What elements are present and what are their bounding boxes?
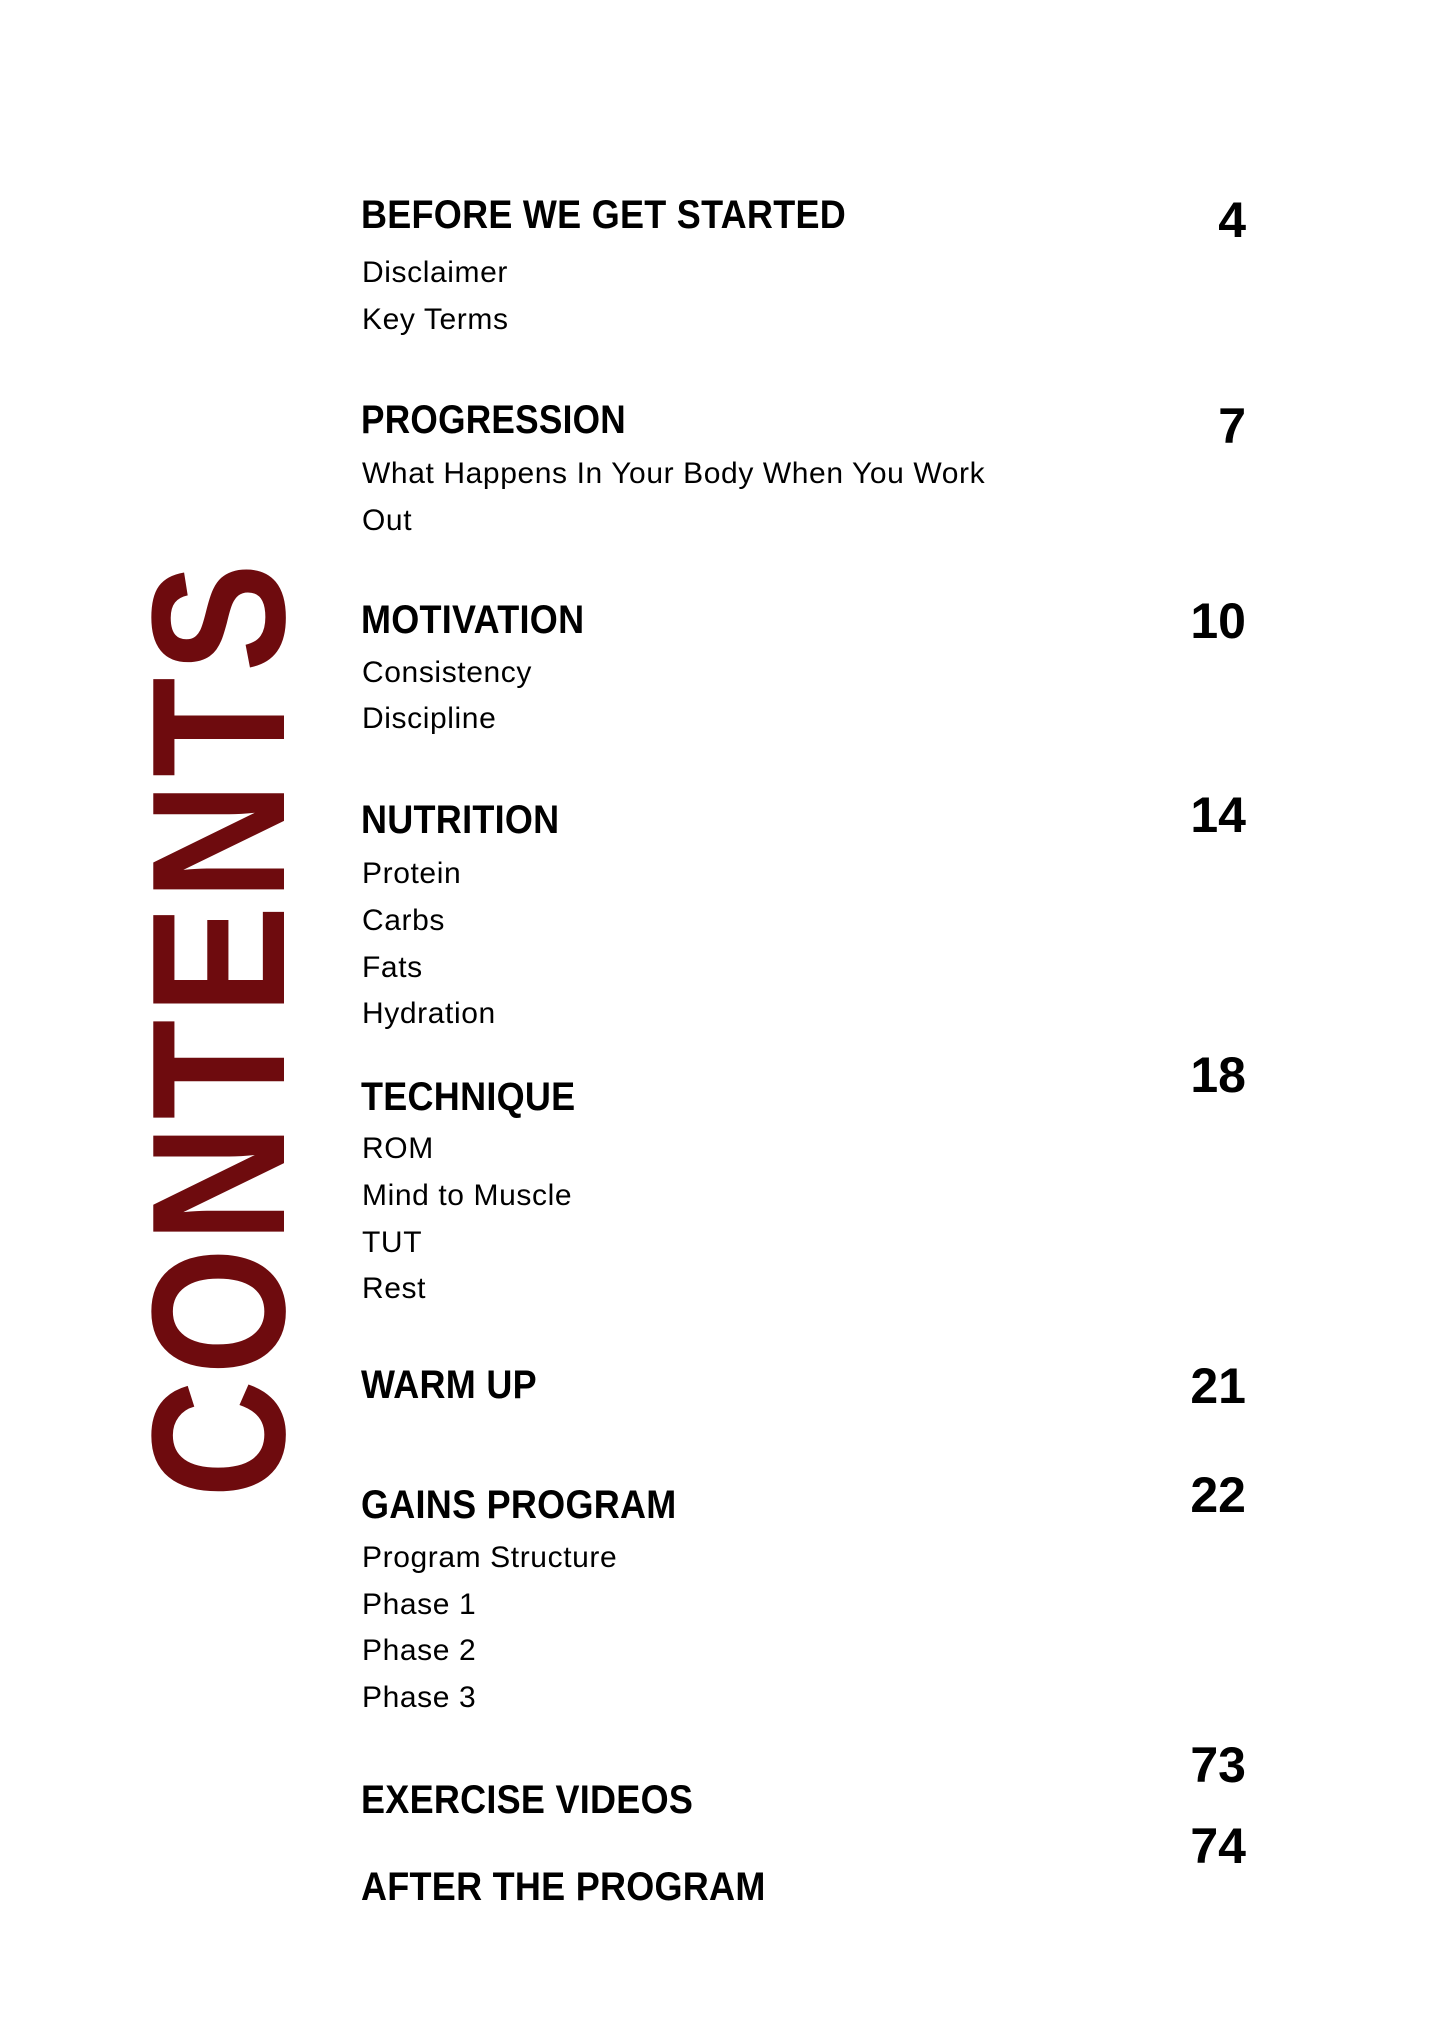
- toc-subitem-protein[interactable]: Protein: [362, 857, 462, 890]
- toc-page-number[interactable]: 4: [1218, 192, 1246, 248]
- contents-title: [113, 482, 325, 1575]
- toc-heading-progression[interactable]: PROGRESSION: [361, 398, 627, 442]
- toc-page-number[interactable]: 21: [1190, 1358, 1246, 1414]
- toc-subitem-out[interactable]: Out: [362, 504, 413, 537]
- toc-subitem-mind-to-muscle[interactable]: Mind to Muscle: [362, 1179, 573, 1212]
- toc-subitem-tut[interactable]: TUT: [362, 1226, 423, 1259]
- contents-title-text: CONTENTS: [113, 558, 325, 1498]
- toc-page-number[interactable]: 14: [1190, 787, 1246, 843]
- toc-page-number[interactable]: 7: [1218, 398, 1246, 454]
- toc-subitem-phase-1[interactable]: Phase 1: [362, 1588, 477, 1621]
- toc-subitem-phase-2[interactable]: Phase 2: [362, 1634, 477, 1667]
- toc-heading-warm-up[interactable]: WARM UP: [361, 1363, 537, 1407]
- toc-subitem-hydration[interactable]: Hydration: [362, 997, 496, 1030]
- toc-subitem-fats[interactable]: Fats: [362, 951, 423, 984]
- toc-heading-exercise-videos[interactable]: EXERCISE VIDEOS: [361, 1778, 694, 1822]
- toc-page-number[interactable]: 74: [1190, 1818, 1246, 1874]
- toc-subitem-key-terms[interactable]: Key Terms: [362, 303, 509, 336]
- toc-subitem-what-happens[interactable]: What Happens In Your Body When You Work: [362, 457, 986, 490]
- toc-subitem-disclaimer[interactable]: Disclaimer: [362, 256, 509, 289]
- toc-heading-before-we-get-started[interactable]: BEFORE WE GET STARTED: [361, 193, 847, 237]
- toc-page-number[interactable]: 22: [1190, 1467, 1246, 1523]
- toc-subitem-consistency[interactable]: Consistency: [362, 656, 533, 689]
- toc-heading-gains-program[interactable]: GAINS PROGRAM: [361, 1483, 677, 1527]
- toc-subitem-program-structure[interactable]: Program Structure: [362, 1541, 618, 1574]
- toc-heading-nutrition[interactable]: NUTRITION: [361, 798, 560, 842]
- toc-subitem-discipline[interactable]: Discipline: [362, 702, 497, 735]
- toc-subitem-rest[interactable]: Rest: [362, 1272, 427, 1305]
- toc-subitem-phase-3[interactable]: Phase 3: [362, 1681, 477, 1714]
- toc-subitem-carbs[interactable]: Carbs: [362, 904, 446, 937]
- toc-heading-motivation[interactable]: MOTIVATION: [361, 598, 585, 642]
- toc-subitem-rom[interactable]: ROM: [362, 1132, 434, 1165]
- toc-page-number[interactable]: 10: [1190, 593, 1246, 649]
- toc-heading-technique[interactable]: TECHNIQUE: [361, 1075, 576, 1119]
- toc-page-number[interactable]: 73: [1190, 1737, 1246, 1793]
- toc-page-number[interactable]: 18: [1190, 1047, 1246, 1103]
- toc-heading-after-the-program[interactable]: AFTER THE PROGRAM: [361, 1865, 766, 1909]
